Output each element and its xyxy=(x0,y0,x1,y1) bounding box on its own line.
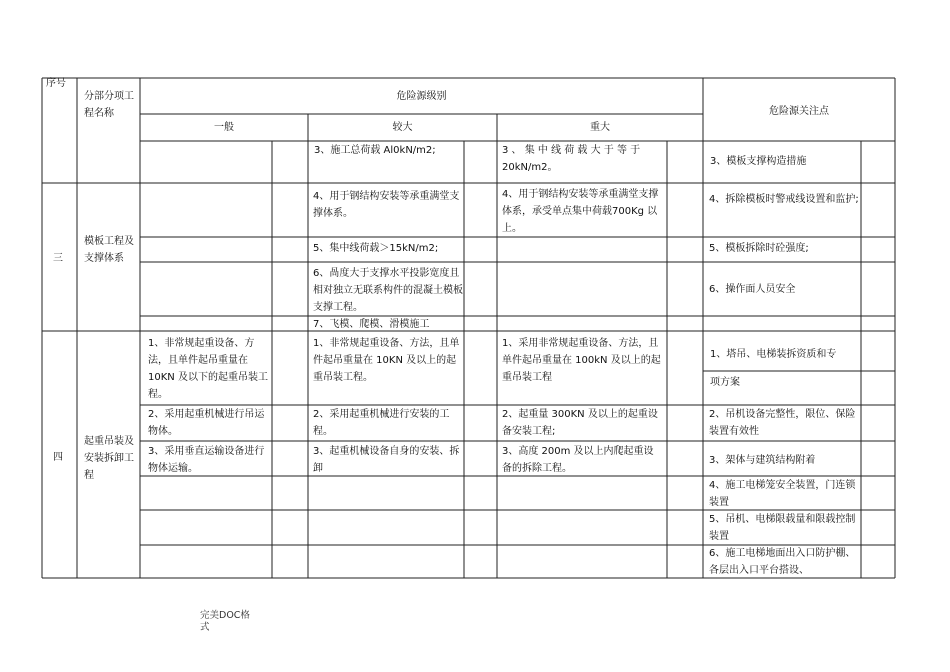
section4-seq: 四 xyxy=(53,452,63,463)
footer-note xyxy=(200,610,250,634)
section3-larger-5: 5、集中线荷载＞15kN/m2; xyxy=(313,243,439,254)
section3-focus-4: 4、拆除模板时警戒线设置和监护; xyxy=(709,194,859,205)
header-project-name: 分部分项工程名称 xyxy=(84,91,134,119)
section4-name: 起重吊装及安装拆卸工程 xyxy=(84,436,134,481)
section3-focus-6: 6、操作面人员安全 xyxy=(709,284,796,295)
section3-larger-4: 4、用于钢结构安装等承重满堂支撑体系。 xyxy=(313,191,460,219)
cont-focus-3: 3、模板支撑构造措施 xyxy=(710,156,807,167)
section4-focus-1a: 1、塔吊、电梯装拆资质和专 xyxy=(710,349,837,360)
section4-larger-2: 2、采用起重机械进行安装的工程。 xyxy=(313,409,450,437)
section3-seq: 三 xyxy=(53,253,63,264)
section4-larger-3: 3、起重机械设备自身的安装、拆卸 xyxy=(313,446,460,474)
header-seq: 序号 xyxy=(46,78,66,89)
cont-major-3: 3 、 集 中 线 荷 载 大 于 等 于 20kN/m2。 xyxy=(502,145,641,173)
section4-focus-1b: 项方案 xyxy=(710,377,740,388)
section4-larger-1: 1、非常规起重设备、方法，且单件起吊重量在 10KN 及以上的起重吊装工程。 xyxy=(313,338,460,383)
header-focus-points: 危险源关注点 xyxy=(769,106,829,117)
section3-name: 模板工程及支撑体系 xyxy=(84,236,134,264)
header-level-larger: 较大 xyxy=(392,122,413,133)
section4-major-1: 1、采用非常规起重设备、方法，且单件起吊重量在 100kN 及以上的起重吊装工程 xyxy=(502,338,661,383)
section3-larger-7: 7、飞模、爬模、滑模施工 xyxy=(313,319,430,330)
section4-major-2: 2、起重量 300KN 及以上的起重设备安装工程; xyxy=(502,409,658,437)
section4-general-1: 1、非常规起重设备、方法，且单件起吊重量在 10KN 及以下的起重吊装工程。 xyxy=(148,338,268,400)
section3-major-4: 4、用于钢结构安装等承重满堂支撑体系，承受单点集中荷载700Kg 以上。 xyxy=(502,189,659,234)
section3-larger-6: 6、咼度大于支撑水平投影宽度且相对独立无联系构件的混凝土模板支撑工程。 xyxy=(313,268,463,313)
section4-major-3: 3、高度 200m 及以上内爬起重设备的拆除工程。 xyxy=(502,446,654,474)
section4-general-3: 3、采用垂直运输设备进行物体运输。 xyxy=(148,446,265,474)
footer-line-1: 完美DOC格 xyxy=(200,610,250,621)
section4-general-2: 2、采用起重机械进行吊运物体。 xyxy=(148,409,265,437)
header-hazard-level: 危险源级别 xyxy=(396,91,447,102)
header-level-major: 重大 xyxy=(590,122,610,133)
section4-focus-4: 4、施工电梯笼安全装置，门连锁装置 xyxy=(709,480,856,508)
header-level-general: 一般 xyxy=(214,122,234,133)
section3-focus-5: 5、模板拆除时砼强度; xyxy=(709,243,809,254)
section4-focus-2: 2、吊机设备完整性，限位、保险装置有效性 xyxy=(709,409,856,437)
section4-focus-3: 3、架体与建筑结构附着 xyxy=(709,455,816,466)
cont-larger-3: 3、施工总荷载 Al0kN/m2; xyxy=(314,145,436,156)
footer-line-2: 式 xyxy=(200,622,210,633)
section4-focus-5: 5、吊机、电梯限载量和限载控制装置 xyxy=(709,514,856,542)
section4-focus-6: 6、施工电梯地面出入口防护棚、各层出入口平台搭设、 xyxy=(709,548,856,576)
